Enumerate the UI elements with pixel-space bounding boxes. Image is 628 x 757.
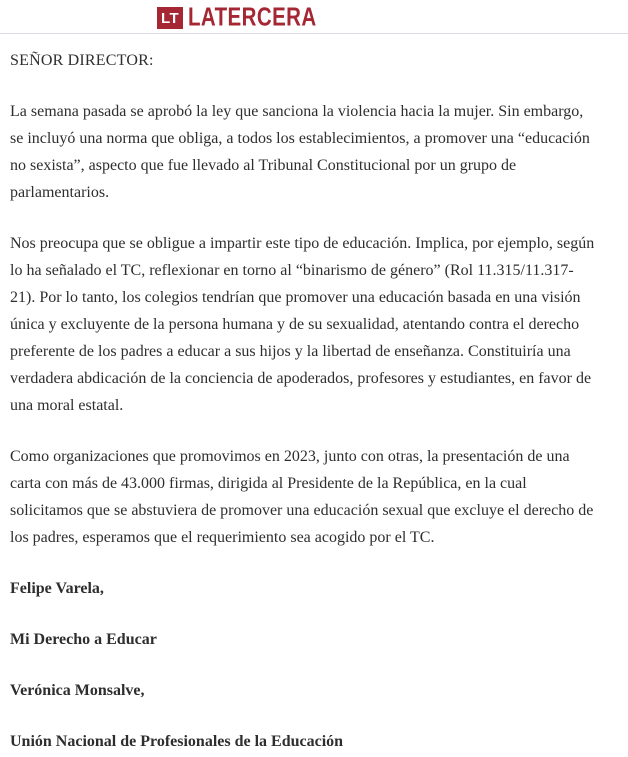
- letter-content: [0, 34, 628, 755]
- signature-name-1: Felipe Varela,: [10, 580, 104, 597]
- letter-paragraph-2: Nos preocupa que se obligue a impartir este tipo de educación. Implica, por ejemplo, según lo ha señalado el TC, reflexionar en torno al “binarismo de género” (Rol 11.315/11.317-21). Por lo tanto, los colegios tendrían que promover una educación basada en una visión única y excluyente de la persona humana y de su sexualidad, atentando contra el derecho preferente de los padres a educar a sus hijos y la libertad de enseñanza. Constituiría una verdadera abdicación de la conciencia de apoderados, profesores y estudiantes, en favor de una moral estatal.: [10, 235, 595, 414]
- site-header: [0, 0, 628, 34]
- letter-paragraph-1: La semana pasada se aprobó la ley que sanciona la violencia hacia la mujer. Sin embargo, se incluyó una norma que obliga, a todos los establecimientos, a promover una “educación no sexista”, aspecto que fue llevado al Tribunal Constitucional por un grupo de parlamentarios.: [10, 103, 590, 201]
- la-tercera-logo[interactable]: [157, 2, 345, 32]
- signature-name-2: Verónica Monsalve,: [10, 682, 145, 699]
- salutation: SEÑOR DIRECTOR:: [10, 52, 154, 69]
- logo-wordmark: LATERCERA: [188, 2, 317, 32]
- signature-organization-2: Unión Nacional de Profesionales de la Educación: [10, 733, 344, 750]
- lt-monogram-icon: LT: [157, 7, 183, 29]
- signature-organization-1: Mi Derecho a Educar: [10, 631, 157, 648]
- letter-paragraph-3: Como organizaciones que promovimos en 2023, junto con otras, la presentación de una carta con más de 43.000 firmas, dirigida al Presidente de la República, en la cual solicitamos que se abstuviera de promover una educación sexual que excluye el derecho de los padres, esperamos que el requerimiento sea acogido por el TC.: [10, 448, 594, 546]
